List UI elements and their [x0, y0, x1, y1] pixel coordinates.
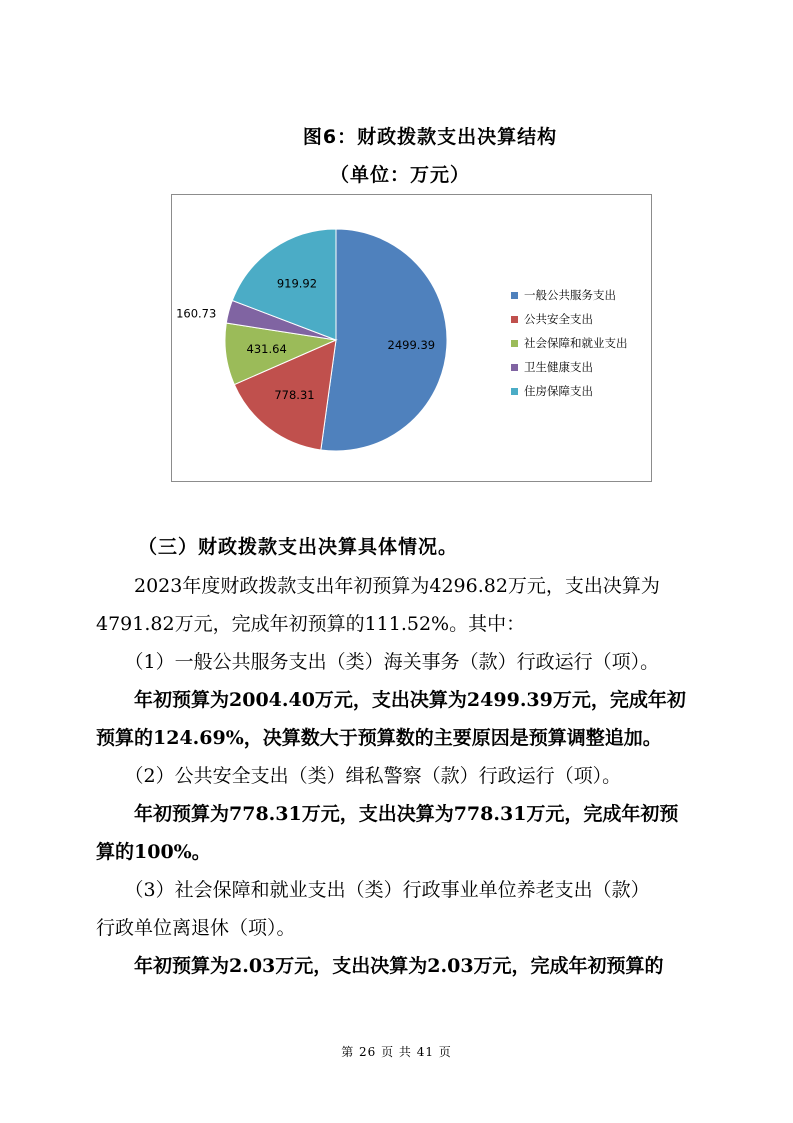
legend-item [511, 331, 628, 355]
pie-data-label: 778.31 [274, 387, 315, 402]
legend-label: 卫生健康支出 [524, 360, 593, 374]
legend-swatch [511, 292, 518, 299]
pie-data-label: 2499.39 [387, 338, 436, 353]
paragraph-line: 年初预算为2.03万元，支出决算为2.03万元，完成年初预算的 [96, 955, 664, 977]
paragraph-item-1-title [96, 643, 696, 681]
paragraph-line: 2023年度财政拨款支出年初预算为4296.82万元，支出决算为 [96, 575, 660, 597]
page-footer: 第 26 页 共 41 页 [341, 1045, 452, 1059]
pie-data-label: 919.92 [276, 276, 318, 291]
paragraph-line: （1）一般公共服务支出（类）海关事务（款）行政运行（项）。 [96, 651, 660, 673]
pie-data-label: 431.64 [246, 342, 287, 357]
chart-title: 图6：财政拨款支出决算结构 [302, 126, 558, 148]
chart-unit-label: （单位：万元） [329, 164, 470, 186]
legend-label: 一般公共服务支出 [524, 288, 616, 302]
legend-label: 社会保障和就业支出 [524, 336, 628, 350]
legend-item [511, 379, 628, 403]
paragraph-line: 算的100%。 [96, 841, 211, 863]
section-heading: （三）财政拨款支出决算具体情况。 [138, 536, 459, 558]
paragraph-line: 行政单位离退休（项）。 [96, 917, 296, 939]
paragraph-line: 4791.82万元，完成年初预算的111.52%。其中： [96, 613, 526, 635]
paragraph-line: （2）公共安全支出（类）缉私警察（款）行政运行（项）。 [96, 765, 622, 787]
legend-label: 公共安全支出 [524, 312, 593, 326]
legend-item [511, 283, 628, 307]
legend-swatch [511, 340, 518, 347]
paragraph-item-2-title [96, 757, 696, 795]
legend-swatch [511, 388, 518, 395]
paragraph-line: 年初预算为778.31万元，支出决算为778.31万元，完成年初预 [96, 803, 679, 825]
chart-legend [511, 283, 628, 403]
paragraph-item-1-body [96, 681, 696, 757]
paragraph-item-3-title [96, 871, 696, 947]
legend-label: 住房保障支出 [524, 384, 593, 398]
legend-item [511, 307, 628, 331]
legend-swatch [511, 364, 518, 371]
paragraph-intro [96, 567, 696, 643]
paragraph-item-2-body [96, 795, 696, 871]
legend-item [511, 355, 628, 379]
legend-swatch [511, 316, 518, 323]
pie-data-label: 160.73 [176, 306, 217, 321]
paragraph-item-3-body [96, 947, 696, 985]
pie-chart [171, 194, 652, 482]
paragraph-line: 预算的124.69%，决算数大于预算数的主要原因是预算调整追加。 [96, 727, 662, 749]
paragraph-line: （3）社会保障和就业支出（类）行政事业单位养老支出（款） [96, 879, 650, 901]
paragraph-line: 年初预算为2004.40万元，支出决算为2499.39万元，完成年初 [96, 689, 686, 711]
